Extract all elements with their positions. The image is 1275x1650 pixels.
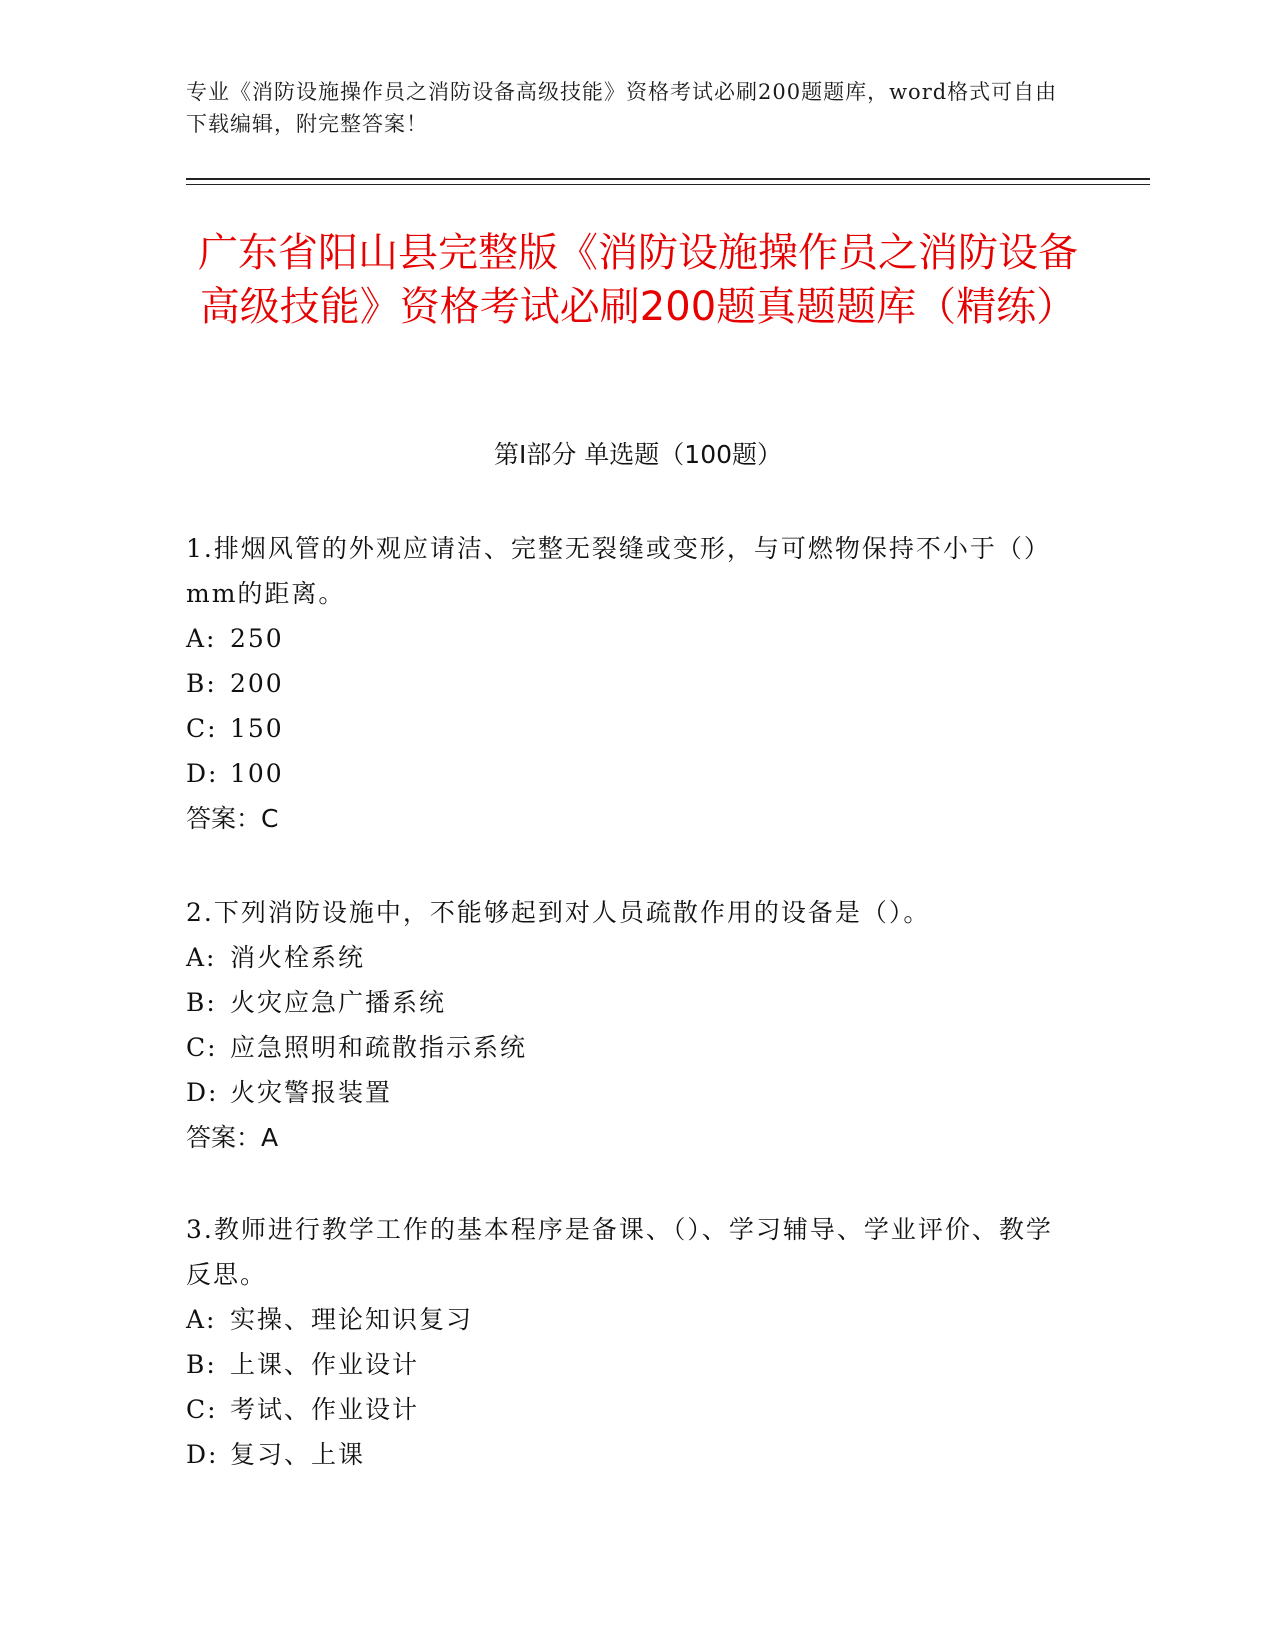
option-letter: D: [186,1078,219,1107]
option-text: 250 [230,624,284,653]
option-letter: A: [186,943,217,972]
question-1 [186,526,1066,841]
option-letter: C: [186,1033,218,1062]
question-stem: 2.下列消防设施中，不能够起到对人员疏散作用的设备是（）。 [186,898,931,927]
option-letter: D: [186,759,219,788]
header-note: 专业《消防设施操作员之消防设备高级技能》资格考试必刷200题题库，word格式可自由下载编辑，附完整答案！ [186,80,1058,136]
question-3 [186,1207,1066,1477]
option-b [186,980,1066,1025]
option-letter: A: [186,1305,217,1334]
question-stem: 3.教师进行教学工作的基本程序是备课、（）、学习辅导、学业评价、教学反思。 [186,1215,1053,1289]
option-text: 上课、作业设计 [230,1350,420,1379]
answer-line: 答案：A [186,1123,279,1152]
option-letter: A: [186,624,217,653]
header-divider-thin [186,184,1150,185]
option-letter: C: [186,1395,218,1424]
section-heading: 第Ⅰ部分 单选题（100题） [493,440,783,469]
option-text: 考试、作业设计 [230,1395,420,1424]
question-stem: 1.排烟风管的外观应请洁、完整无裂缝或变形，与可燃物保持不小于（）mm的距离。 [186,534,1051,608]
option-letter: B: [186,988,217,1017]
option-b [186,661,1066,706]
option-d [186,1432,1066,1477]
option-letter: C: [186,714,218,743]
option-text: 应急照明和疏散指示系统 [230,1033,528,1062]
option-letter: B: [186,1350,217,1379]
option-text: 100 [230,759,284,788]
option-c [186,1025,1066,1070]
option-a [186,935,1066,980]
option-text: 实操、理论知识复习 [230,1305,474,1334]
option-d [186,751,1066,796]
option-letter: D: [186,1440,219,1469]
document-title: 广东省阳山县完整版《消防设施操作员之消防设备高级技能》资格考试必刷200题真题题库（精练） [198,230,1078,330]
option-letter: B: [186,669,217,698]
option-a [186,1297,1066,1342]
option-text: 火灾警报装置 [230,1078,393,1107]
option-text: 200 [230,669,284,698]
option-a [186,616,1066,661]
option-text: 150 [230,714,284,743]
option-text: 火灾应急广播系统 [230,988,447,1017]
answer-line: 答案：C [186,804,279,833]
header-divider-thick [186,178,1150,180]
question-2 [186,890,1066,1160]
option-c [186,706,1066,751]
option-c [186,1387,1066,1432]
option-b [186,1342,1066,1387]
option-text: 复习、上课 [230,1440,366,1469]
option-d [186,1070,1066,1115]
option-text: 消火栓系统 [230,943,366,972]
